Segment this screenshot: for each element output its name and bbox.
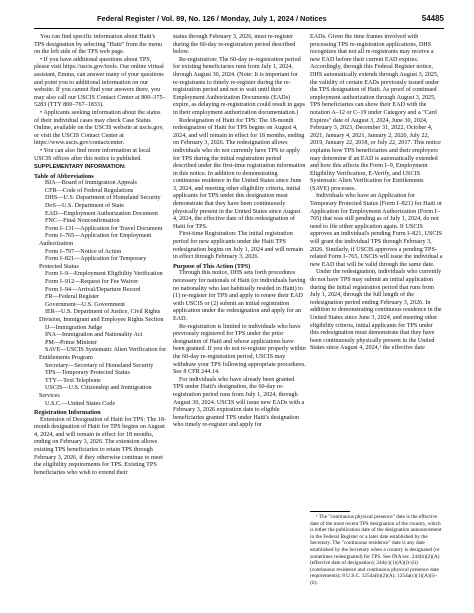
list-item: TPS—Temporary Protected Status	[45, 370, 130, 377]
paragraph: • You can also find more information at local USCIS offices after this notice is published.	[34, 147, 151, 162]
list-item: PM—Prime Minister	[45, 339, 98, 346]
registration-heading: Registration Information	[34, 409, 101, 417]
page-header	[34, 14, 444, 29]
column-right	[310, 34, 443, 353]
list-item: IER—U.S. Department of Justice, Civil Rights Division, Immigrant and Employee Rights Section	[39, 309, 164, 323]
paragraph: Extension of Designation of Haiti for TPS: The 18-month designation of Haiti for TPS begins on August 4, 2024, and will remain in effect for 18 months, ending on February 3, 2026. The extension allows existing TPS beneficiaries to retain TPS through February 3, 2026, if they otherwise continue to meet the eligibility requirements for TPS. Existing TPS beneficiaries who wish to extend their	[34, 416, 166, 476]
page-number: 54485	[421, 14, 444, 23]
paragraph: • If you have additional questions about TPS, please visit https://uscis.gov/tools. Our online virtual assistant, Emma, can answer many of your questions and point you to additional information on our website. If you cannot find your answers there, you may also call our USCIS Contact Center at 800–375–5283 (TTY 800–767–1833).	[34, 56, 166, 109]
paragraph: Re-registration is limited to individuals who have previously registered for TPS under the prior designation of Haiti and whose applications have been granted. If you do not re-register properly within the 60-day re-registration period, USCIS may withdraw your TPS following appropriate procedures. See 8 CFR 244.14.	[173, 323, 306, 376]
list-item: FNC—Final Nonconfirmation	[45, 218, 120, 225]
list-item: INA—Immigration and Nationality Act	[45, 332, 143, 339]
paragraph: For individuals who have already been granted TPS under Haiti's designation, the 60-day re-registration period runs from July 1, 2024, through August 30, 2024. USCIS will issue new EADs with a February 3, 2026 expiration date to eligible beneficiaries granted TPS under Haiti's designation who timely re-register and apply for	[173, 376, 305, 429]
abbreviations-heading: Table of Abbreviations	[34, 172, 94, 180]
footnote	[310, 514, 443, 587]
list-item: U.S.C.—United States Code	[45, 400, 116, 407]
footnote-divider	[310, 511, 350, 512]
paragraph: Under the redesignation, individuals who currently do not have TPS may submit an initial application during the initial registration period that runs from July 1, 2024, through the full length of the redesignation period ending February 3, 2026. In addition to demonstrating continuous residence in the United States since June 3, 2024, and meeting other eligibility criteria, initial applicants for TPS under this redesignation must demonstrate that they have been continuously physically present in the United States since August 4, 2024,¹ the effective date	[310, 269, 442, 352]
list-item: DoS—U.S. Department of State	[45, 203, 124, 210]
list-item: IJ—Immigration Judge	[45, 324, 103, 331]
supplementary-heading: SUPPLEMENTARY INFORMATION:	[34, 164, 126, 171]
paragraph: • Applicants seeking information about the status of their individual cases may check Case Status Online, available on the USCIS website at uscis.gov, or visit the USCIS Contact Center at https://www.uscis.gov/contactcenter.	[34, 109, 164, 147]
list-item: Secretary—Secretary of Homeland Security	[45, 362, 154, 369]
list-item: Government—U.S. Government	[45, 301, 125, 308]
column-middle	[173, 34, 306, 430]
list-item: TTY—Text Telephone	[45, 377, 101, 384]
column-left	[34, 34, 167, 477]
list-item: CFR—Code of Federal Regulations	[45, 187, 134, 194]
list-item: EAD—Employment Authorization Document	[45, 210, 158, 217]
paragraph: First-time Registration: The initial registration period for new applicants under the Haiti TPS redesignation begins on July 1, 2024 and will remain in effect through February 3, 2026.	[173, 231, 304, 261]
paragraph: Redesignation of Haiti for TPS: The 18-month redesignation of Haiti for TPS begins on August 4, 2024, and will remain in effect for 18 months, ending on February 3, 2026. The redesignation allows individuals who do not currently have TPS to apply for TPS during the initial registration period described under the first-time registration information in this notice. In addition to demonstrating continuous residence in the United States since June 3, 2024, and meeting other eligibility criteria, initial applicants for TPS under this designation must demonstrate that they have been continuously physically present in the United States since August 4, 2024, the effective date of this redesignation of Haiti for TPS.	[173, 117, 306, 230]
purpose-heading: Purpose of This Action (TPS)	[173, 262, 251, 270]
paragraph: Through this notice, DHS sets forth procedures necessary for nationals of Haiti (or individuals having no nationality who last habitually resided in Haiti) to (1) re-register for TPS and apply to renew their EAD with USCIS or (2) submit an initial registration application under the redesignation and apply for an EAD.	[173, 270, 306, 322]
list-item: Form I–94—Arrival/Departure Record	[45, 286, 141, 293]
list-item: Form I–765—Application for Employment Authorization	[39, 233, 152, 248]
running-head-title: Federal Register / Vol. 89, No. 126 / Monday, July 1, 2024 / Notices	[97, 14, 327, 23]
list-item: Form I–797—Notice of Action	[45, 248, 122, 255]
list-item: Form I–821—Application for Temporary Protected Status	[39, 256, 147, 270]
list-item: Form I–9—Employment Eligibility Verification	[45, 271, 163, 278]
list-item: BIA—Board of Immigration Appeals	[45, 180, 137, 187]
abbreviations-list	[34, 180, 167, 408]
paragraph: status through February 3, 2026, must re-register during the 60-day re-registration period described below.	[173, 34, 296, 56]
list-item: SAVE—USCIS Systematic Alien Verification for Entitlements Program	[39, 347, 167, 361]
list-item: USCIS—U.S. Citizenship and Immigration Services	[39, 385, 152, 399]
list-item: Form I–131—Application for Travel Document	[45, 225, 163, 232]
list-item: DHS—U.S. Department of Homeland Security	[45, 195, 161, 202]
list-item: FR—Federal Register	[45, 294, 100, 301]
paragraph: You can find specific information about Haiti's TPS designation by selecting "Haiti" from the menu on the left side of the TPS web page.	[34, 34, 162, 56]
paragraph: EADs. Given the time frames involved with processing TPS re-registration applications, DHS recognizes that not all re-registrants may receive a new EAD before their current EAD expires. Accordingly, through this Federal Register notice, DHS automatically extends through August 3, 2025, the validity of certain EADs previously issued under the TPS designation of Haiti. As proof of continued employment authorization through August 3, 2025, TPS beneficiaries can show their EAD with the notation A–12 or C–19 under Category and a "Card Expires" date of August 3, 2024, June 30, 2024, February 3, 2023, December 31, 2022, October 4, 2021, January 4, 2021, January 2, 2020, July 22, 2019, January 22, 2018, or July 22, 2017. This notice explains how TPS beneficiaries and their employers may determine if an EAD is automatically extended and how this affects the Form I–9, Employment Eligibility Verification, E-Verify, and USCIS Systematic Alien Verification for Entitlements (SAVE) processes.	[310, 34, 441, 192]
list-item: Form I–912—Request for Fee Waiver	[45, 279, 139, 285]
footnote-text: ¹ The "continuous physical presence" date is the effective date of the most recent TPS designation of the country, which is either the publication date of the designation announcement in the Federal Register or a later date established by the Secretary. The "continuous residence" date is any date established by the Secretary when a country is designated (or sometimes redesignated) for TPS. See INA sec. 244(b)(2)(A) (effective date of designation); 244(c)(1)(A)(i)–(ii) (continuous residence and continuous physical presence date requirements); 8 U.S.C. 1254a(b)(2)(A); 1254a(c)(1)(A)(i)–(ii).	[310, 514, 442, 586]
paragraph: Re-registration: The 60-day re-registration period for existing beneficiaries runs from July 1, 2024, through August 30, 2024. (Note: It is important for re-registrants to timely re-register during the re-registration period and not to wait until their Employment Authorization Documents (EADs) expire, as delaying re-registration could result in gaps in their employment authorization documentation.)	[173, 56, 305, 116]
paragraph: Individuals who have an Application for Temporary Protected Status (Form I–821) for Haiti or Application for Employment Authorization (Form I–765) that was still pending as of July 1, 2024, do not need to file either application again. If USCIS approves an individual's pending Form I–821, USCIS will grant the individual TPS through February 3, 2026. Similarly, if USCIS approves a pending TPS-related Form I–765, USCIS will issue the individual a new EAD that will be valid through the same date.	[310, 193, 443, 268]
